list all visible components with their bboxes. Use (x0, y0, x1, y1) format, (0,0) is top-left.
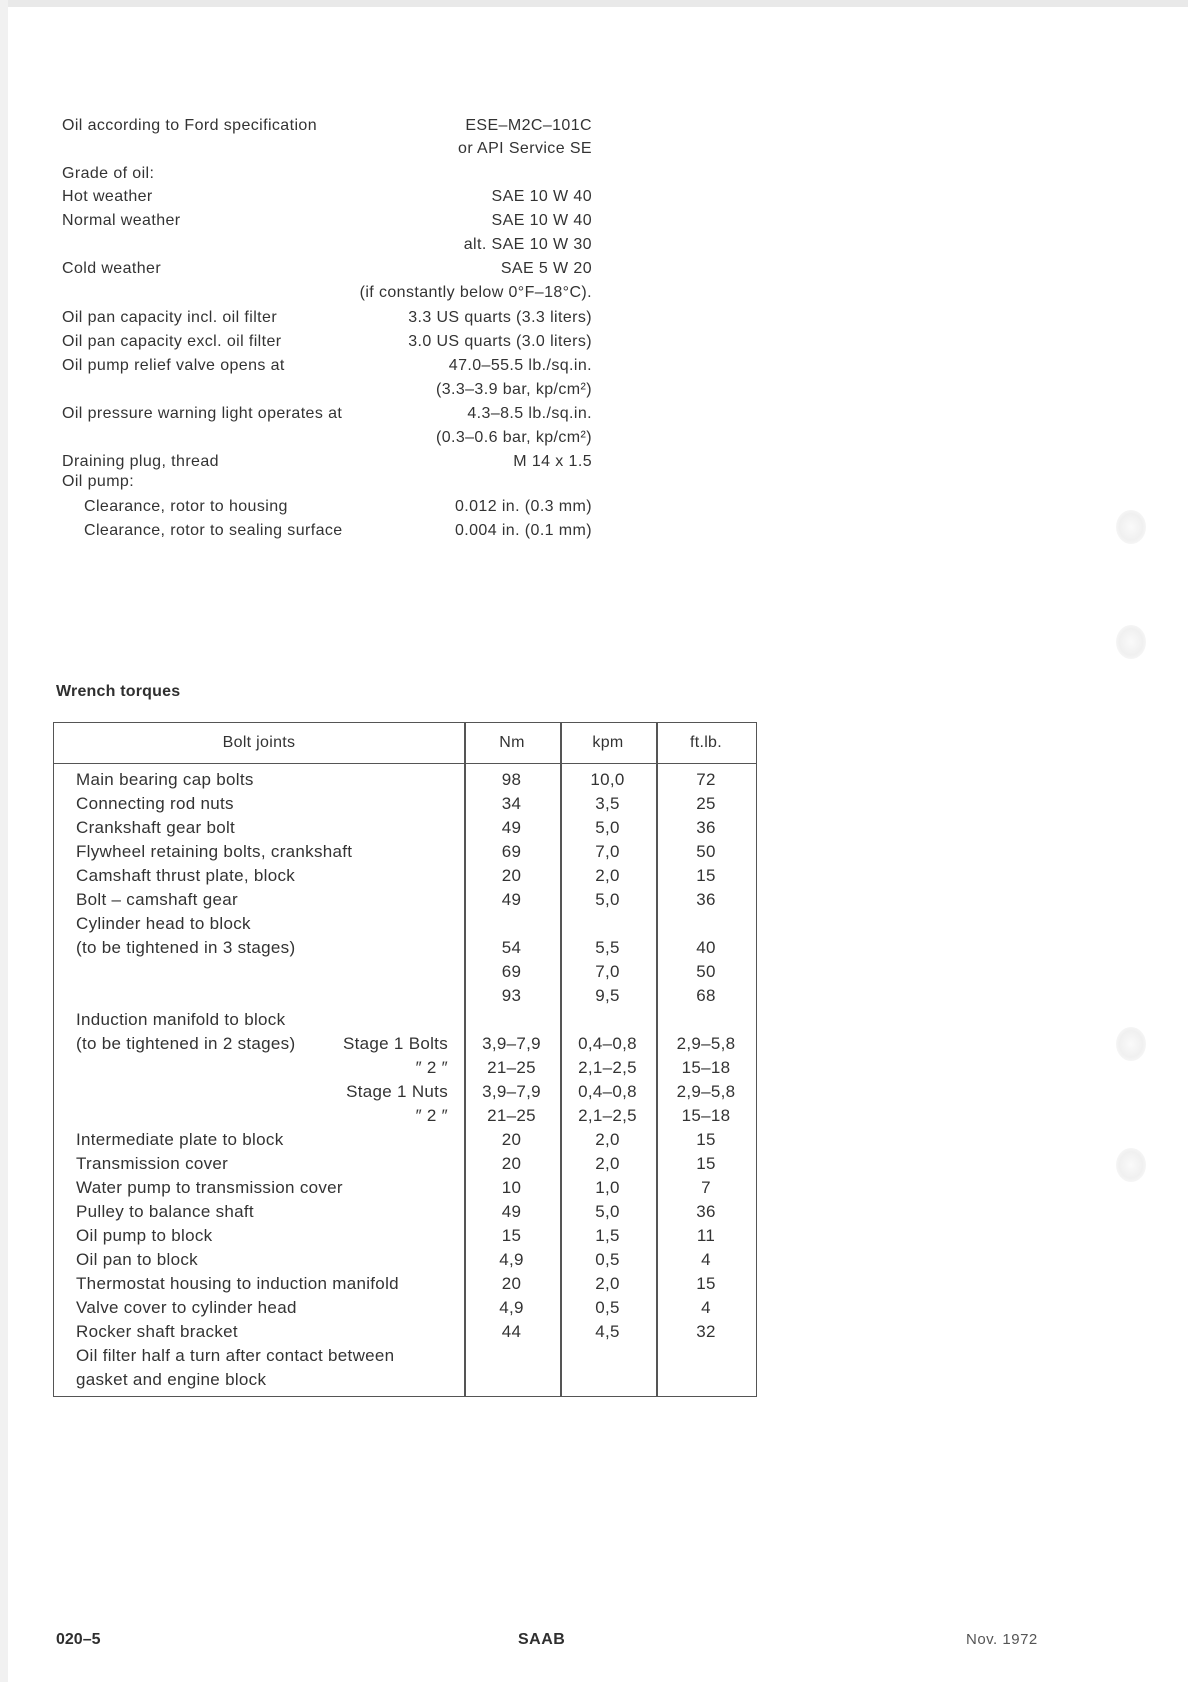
header-divider (54, 763, 756, 764)
cell-bolt-joint: Rocker shaft bracket (76, 1322, 238, 1341)
table-row (54, 1080, 756, 1104)
cell-bolt-joint: (to be tightened in 3 stages) (76, 938, 296, 957)
spec-value: M 14 x 1.5 (513, 453, 592, 470)
punch-hole-decoration (1116, 510, 1146, 544)
spec-label: Oil pressure warning light operates at (62, 405, 343, 422)
cell-nm: 69 (501, 962, 522, 981)
spec-row (62, 378, 592, 401)
cell-kpm: 7,0 (595, 842, 620, 861)
spec-row (62, 519, 592, 542)
table-row (54, 1200, 756, 1224)
spec-value: 3.0 US quarts (3.0 liters) (408, 333, 592, 350)
cell-ftlb: 15 (696, 1274, 716, 1293)
cell-ftlb: 36 (696, 1202, 716, 1221)
cell-kpm: 1,5 (595, 1226, 620, 1245)
table-row (54, 816, 756, 840)
brand-name: SAAB (518, 1631, 566, 1648)
spec-row (62, 402, 592, 425)
cell-nm: 10 (501, 1178, 522, 1197)
table-row (54, 936, 756, 960)
cell-stage: ″ 2 ″ (415, 1058, 448, 1077)
cell-kpm: 3,5 (595, 794, 620, 813)
table-row (54, 768, 756, 792)
spec-row (62, 114, 592, 137)
spec-row (62, 162, 592, 185)
table-row (54, 912, 756, 936)
cell-nm: 93 (501, 986, 522, 1005)
spec-label: Oil pan capacity incl. oil filter (62, 309, 278, 326)
spec-row (62, 330, 592, 353)
cell-ftlb: 15–18 (681, 1058, 731, 1077)
spec-value: SAE 10 W 40 (491, 188, 592, 205)
cell-nm: 3,9–7,9 (482, 1082, 541, 1101)
cell-kpm: 0,4–0,8 (578, 1082, 637, 1101)
header-ftlb: ft.lb. (689, 734, 723, 751)
table-row (54, 1008, 756, 1032)
cell-kpm: 4,5 (595, 1322, 620, 1341)
spec-row (62, 495, 592, 518)
cell-kpm: 0,5 (595, 1298, 620, 1317)
cell-kpm: 2,0 (595, 1274, 620, 1293)
cell-ftlb: 36 (696, 818, 716, 837)
spec-value: 3.3 US quarts (3.3 liters) (408, 309, 592, 326)
cell-bolt-joint: Bolt – camshaft gear (76, 890, 238, 909)
spec-label: Hot weather (62, 188, 153, 205)
cell-ftlb: 7 (701, 1178, 711, 1197)
table-row (54, 888, 756, 912)
table-row (54, 960, 756, 984)
cell-kpm: 5,0 (595, 890, 620, 909)
spec-value: or API Service SE (458, 140, 592, 157)
table-row (54, 1056, 756, 1080)
spec-value: 0.004 in. (0.1 mm) (454, 522, 592, 539)
spec-value: 0.012 in. (0.3 mm) (454, 498, 592, 515)
cell-bolt-joint: Induction manifold to block (76, 1010, 286, 1029)
cell-stage: Stage 1 Bolts (342, 1034, 448, 1053)
spec-label: Oil pan capacity excl. oil filter (62, 333, 282, 350)
cell-nm: 21–25 (487, 1106, 536, 1125)
spec-value: ESE–M2C–101C (465, 117, 592, 134)
spec-label: Oil according to Ford specification (62, 117, 317, 134)
spec-row (62, 354, 592, 377)
cell-nm: 20 (501, 866, 522, 885)
header-bolt-joints: Bolt joints (222, 734, 296, 751)
cell-ftlb: 25 (696, 794, 716, 813)
table-row (54, 1128, 756, 1152)
spec-value: (3.3–3.9 bar, kp/cm²) (435, 381, 592, 398)
spec-label: Draining plug, thread (62, 453, 219, 470)
cell-ftlb: 40 (696, 938, 716, 957)
spec-label: Clearance, rotor to sealing surface (84, 522, 343, 539)
cell-bolt-joint: Main bearing cap bolts (76, 770, 254, 789)
cell-ftlb: 68 (696, 986, 716, 1005)
cell-bolt-joint: Cylinder head to block (76, 914, 251, 933)
cell-kpm: 0,5 (595, 1250, 620, 1269)
table-row (54, 864, 756, 888)
table-row (54, 1224, 756, 1248)
cell-bolt-joint: Water pump to transmission cover (76, 1178, 343, 1197)
cell-nm: 4,9 (499, 1250, 524, 1269)
cell-ftlb: 15 (696, 1130, 716, 1149)
cell-nm: 21–25 (487, 1058, 536, 1077)
cell-stage: Stage 1 Nuts (346, 1082, 448, 1101)
cell-bolt-joint: Flywheel retaining bolts, crankshaft (76, 842, 353, 861)
cell-nm: 20 (501, 1130, 522, 1149)
spec-row (62, 233, 592, 256)
cell-ftlb: 2,9–5,8 (676, 1082, 736, 1101)
spec-value: (if constantly below 0°F–18°C). (359, 284, 592, 301)
cell-bolt-joint: Valve cover to cylinder head (76, 1298, 297, 1317)
cell-nm: 20 (501, 1274, 522, 1293)
spec-value: alt. SAE 10 W 30 (463, 236, 592, 253)
cell-bolt-joint: Transmission cover (76, 1154, 229, 1173)
cell-nm: 3,9–7,9 (482, 1034, 541, 1053)
cell-bolt-joint: Oil pump to block (76, 1226, 213, 1245)
cell-kpm: 5,0 (595, 818, 620, 837)
cell-kpm: 2,1–2,5 (578, 1058, 637, 1077)
cell-nm: 20 (501, 1154, 522, 1173)
table-row (54, 1320, 756, 1344)
spec-label: Oil pump: (62, 473, 135, 490)
punch-hole-decoration (1116, 1148, 1146, 1182)
spec-row (62, 470, 592, 493)
punch-hole-decoration (1116, 625, 1146, 659)
cell-ftlb: 15 (696, 1154, 716, 1173)
cell-ftlb: 72 (696, 770, 716, 789)
punch-hole-decoration (1116, 1027, 1146, 1061)
cell-bolt-joint: Intermediate plate to block (76, 1130, 284, 1149)
cell-nm: 15 (501, 1226, 522, 1245)
spec-value: 47.0–55.5 lb./sq.in. (448, 357, 592, 374)
cell-nm: 49 (501, 818, 522, 837)
cell-ftlb: 50 (696, 842, 716, 861)
cell-bolt-joint: Oil filter half a turn after contact between (76, 1346, 395, 1365)
spec-row (62, 137, 592, 160)
spec-row (62, 281, 592, 304)
spec-value: SAE 5 W 20 (500, 260, 592, 277)
cell-kpm: 10,0 (590, 770, 625, 789)
spec-value: 4.3–8.5 lb./sq.in. (467, 405, 592, 422)
cell-bolt-joint: Connecting rod nuts (76, 794, 234, 813)
table-row (54, 1176, 756, 1200)
spec-label: Cold weather (62, 260, 162, 277)
cell-kpm: 5,5 (595, 938, 620, 957)
table-row (54, 1296, 756, 1320)
table-row (54, 1032, 756, 1056)
cell-nm: 69 (501, 842, 522, 861)
spec-row (62, 257, 592, 280)
cell-ftlb: 15–18 (681, 1106, 731, 1125)
cell-bolt-joint: Crankshaft gear bolt (76, 818, 236, 837)
table-row (54, 1152, 756, 1176)
cell-nm: 4,9 (499, 1298, 524, 1317)
wrench-torques-table (53, 722, 757, 1397)
spec-label: Oil pump relief valve opens at (62, 357, 285, 374)
cell-ftlb: 32 (696, 1322, 716, 1341)
table-row (54, 1104, 756, 1128)
table-row (54, 1248, 756, 1272)
cell-kpm: 1,0 (595, 1178, 620, 1197)
cell-nm: 98 (501, 770, 522, 789)
spec-row (62, 185, 592, 208)
table-row (54, 984, 756, 1008)
cell-nm: 44 (501, 1322, 522, 1341)
cell-ftlb: 11 (696, 1226, 716, 1245)
cell-kpm: 2,1–2,5 (578, 1106, 637, 1125)
table-row (54, 840, 756, 864)
spec-row (62, 306, 592, 329)
cell-ftlb: 50 (696, 962, 716, 981)
cell-nm: 49 (501, 1202, 522, 1221)
cell-kpm: 5,0 (595, 1202, 620, 1221)
scan-top-edge (0, 0, 1188, 7)
cell-kpm: 2,0 (595, 866, 620, 885)
cell-ftlb: 36 (696, 890, 716, 909)
cell-bolt-joint: Pulley to balance shaft (76, 1202, 254, 1221)
spec-label: Normal weather (62, 212, 181, 229)
header-kpm: kpm (592, 734, 624, 751)
spec-label: Clearance, rotor to housing (84, 498, 288, 515)
publication-date: Nov. 1972 (966, 1631, 1038, 1648)
cell-nm: 34 (501, 794, 522, 813)
wrench-torques-title: Wrench torques (56, 683, 181, 700)
spec-value: (0.3–0.6 bar, kp/cm²) (435, 429, 592, 446)
cell-bolt-joint: Oil pan to block (76, 1250, 198, 1269)
cell-nm: 54 (501, 938, 522, 957)
cell-ftlb: 15 (696, 866, 716, 885)
header-nm: Nm (499, 734, 525, 751)
spec-row (62, 426, 592, 449)
table-row (54, 1344, 756, 1368)
cell-kpm: 2,0 (595, 1130, 620, 1149)
cell-kpm: 0,4–0,8 (578, 1034, 637, 1053)
cell-kpm: 9,5 (595, 986, 620, 1005)
page-number: 020–5 (56, 1631, 101, 1648)
cell-ftlb: 4 (701, 1298, 711, 1317)
cell-ftlb: 2,9–5,8 (676, 1034, 736, 1053)
cell-stage: ″ 2 ″ (415, 1106, 448, 1125)
table-row (54, 1368, 756, 1392)
cell-ftlb: 4 (701, 1250, 711, 1269)
cell-bolt-joint: Thermostat housing to induction manifold (76, 1274, 399, 1293)
spec-value: SAE 10 W 40 (491, 212, 592, 229)
cell-kpm: 7,0 (595, 962, 620, 981)
spec-label: Grade of oil: (62, 165, 155, 182)
cell-nm: 49 (501, 890, 522, 909)
cell-bolt-joint: Camshaft thrust plate, block (76, 866, 296, 885)
cell-bolt-joint: gasket and engine block (76, 1370, 267, 1389)
cell-kpm: 2,0 (595, 1154, 620, 1173)
scan-left-edge (0, 0, 8, 1682)
table-row (54, 1272, 756, 1296)
spec-row (62, 209, 592, 232)
cell-bolt-joint: (to be tightened in 2 stages) (76, 1034, 296, 1053)
table-row (54, 792, 756, 816)
